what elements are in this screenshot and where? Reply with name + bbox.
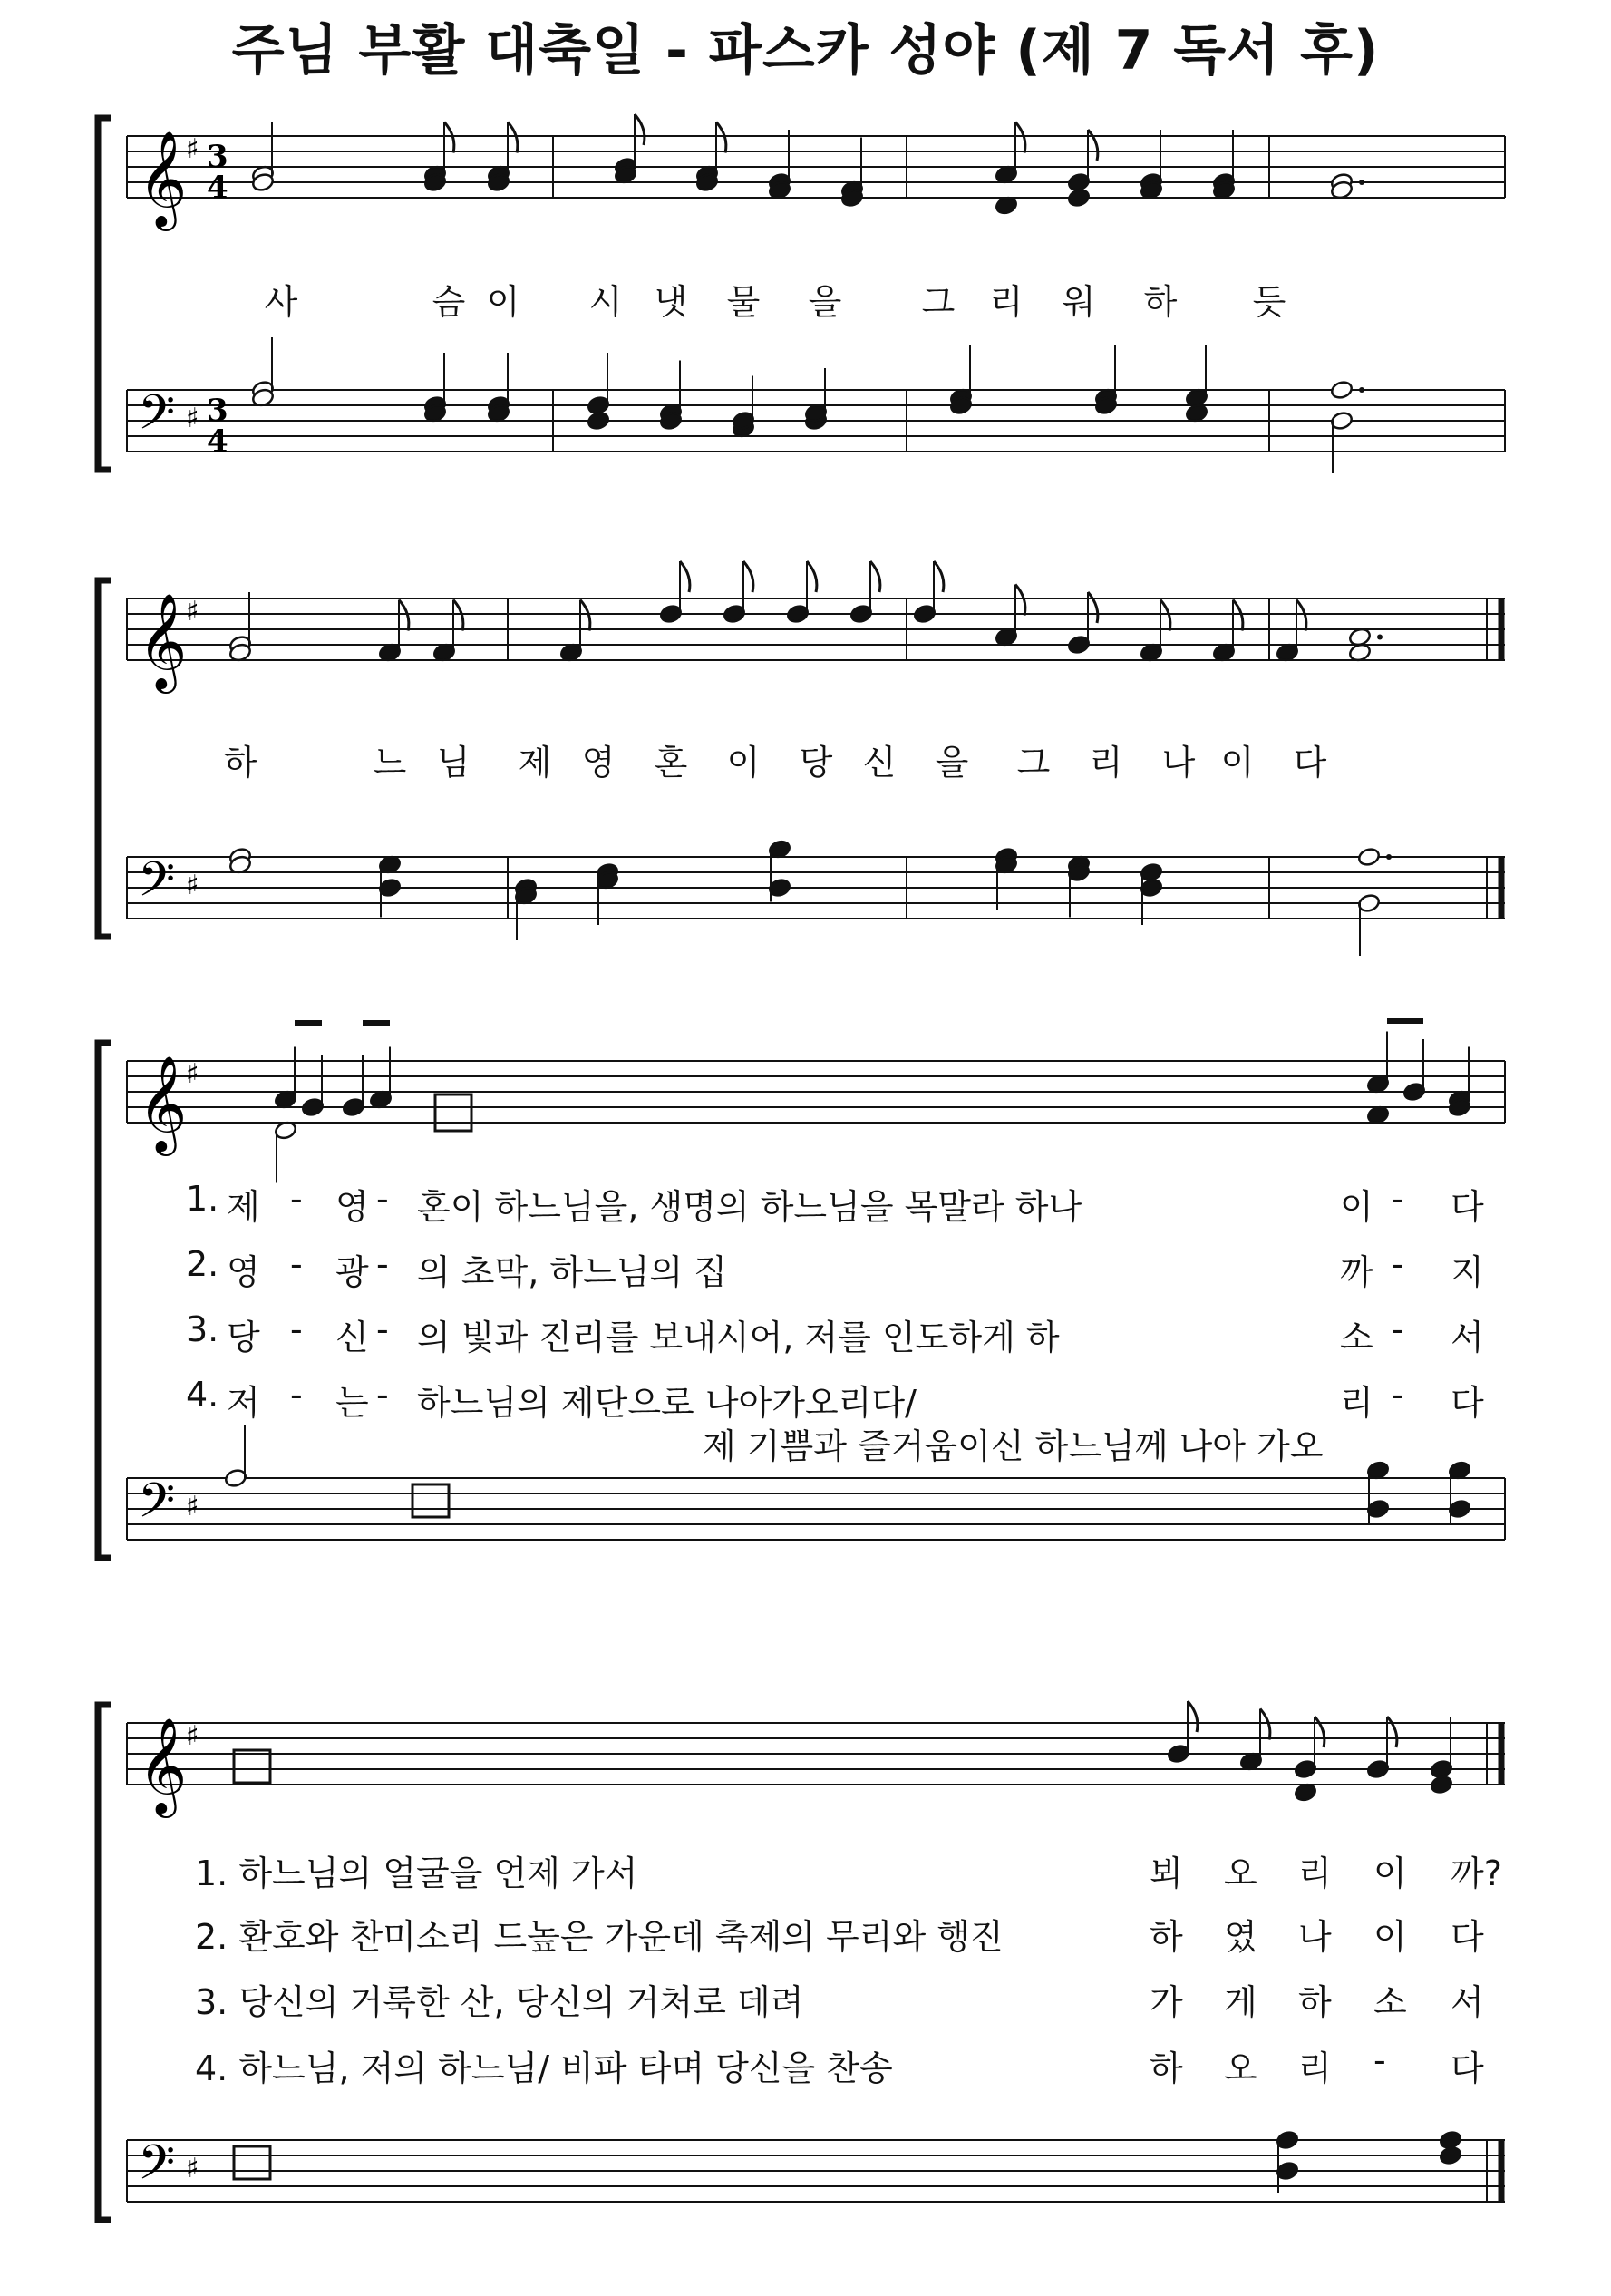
lyric-syllable: 그 xyxy=(921,282,956,322)
note-flag xyxy=(1015,122,1025,153)
note-head xyxy=(587,411,610,432)
verse-a-text: 하느님의 제단으로 나아가오리다/ xyxy=(417,1383,917,1423)
note-flag xyxy=(1260,1709,1270,1740)
key-signature-sharp: ♯ xyxy=(186,595,199,628)
key-signature-sharp: ♯ xyxy=(186,1057,199,1090)
treble-clef: 𝄞 xyxy=(138,592,188,689)
lyric-syllable: 이 xyxy=(1220,743,1255,783)
verse-a-num: 2. xyxy=(186,1244,219,1284)
verse-b-text: 2. 환호와 찬미소리 드높은 가운데 축제의 무리와 행진 xyxy=(195,1917,1004,1957)
lyric-syllable: 리 xyxy=(1089,743,1123,783)
music-system-4 xyxy=(91,1687,1523,2249)
note-flag xyxy=(743,561,753,592)
note-flag xyxy=(508,122,518,153)
verse-a-num: 3. xyxy=(186,1309,219,1349)
verse-b-text: 4. 하느님, 저의 하느님/ 비파 타며 당신을 찬송 xyxy=(195,2048,893,2088)
verse-b-ending-syllable: 하 xyxy=(1150,2048,1183,2088)
verse-a-s2: 는 xyxy=(335,1383,369,1423)
key-signature-sharp: ♯ xyxy=(186,1490,199,1523)
verse-b-ending-syllable: 서 xyxy=(1451,1982,1484,2022)
verse-a-d2: - xyxy=(376,1244,389,1284)
note-flag xyxy=(870,561,880,592)
verse-a-d1: - xyxy=(290,1375,303,1415)
note-flag xyxy=(1315,1717,1325,1747)
note-flag xyxy=(453,600,463,631)
breve-note xyxy=(234,2146,270,2179)
lyric-syllable: 냇 xyxy=(654,282,688,322)
verse-a-e1: 까 xyxy=(1340,1252,1373,1292)
lyric-syllable: 을 xyxy=(808,282,842,322)
note-head xyxy=(1439,2145,1462,2166)
verse-a-s1: 당 xyxy=(227,1318,260,1357)
lyric-syllable: 하 xyxy=(1143,282,1178,322)
lyric-syllable: 님 xyxy=(436,743,471,783)
bass-clef: 𝄢 xyxy=(138,1474,176,1541)
verse-b-text: 3. 당신의 거룩한 산, 당신의 거처로 데려 xyxy=(195,1982,804,2022)
lyric-syllable: 물 xyxy=(726,282,761,322)
verse-a-d2: - xyxy=(376,1309,389,1349)
lyric-syllable: 을 xyxy=(935,743,969,783)
time-signature-bottom: 4 xyxy=(207,170,228,206)
note-flag xyxy=(680,561,690,592)
lyric-syllable: 이 xyxy=(486,282,520,322)
breve-note xyxy=(435,1094,471,1131)
note-flag xyxy=(635,114,645,145)
breve-note xyxy=(234,1750,270,1783)
treble-clef: 𝄞 xyxy=(138,1055,188,1152)
note-dot xyxy=(1386,854,1392,860)
music-system-1 xyxy=(91,109,1523,508)
verse-b-ending-syllable: 리 xyxy=(1298,1853,1332,1893)
verse-b-ending-syllable: 이 xyxy=(1373,1853,1407,1893)
verse-b-text: 1. 하느님의 얼굴을 언제 가서 xyxy=(195,1853,638,1893)
bass-clef: 𝄢 xyxy=(138,852,176,919)
bass-clef: 𝄢 xyxy=(138,385,176,452)
verse-a-e1: 소 xyxy=(1340,1318,1373,1357)
time-signature-top: 3 xyxy=(207,393,228,429)
system-bracket xyxy=(98,580,111,937)
note-dot xyxy=(1377,635,1383,640)
staff-system-4 xyxy=(91,1687,1523,2249)
note-flag xyxy=(580,600,590,631)
verse-a-text-continued: 제 기쁨과 즐거움이신 하느님께 나아 가오 xyxy=(703,1426,1324,1466)
note-flag xyxy=(716,122,726,153)
note-head xyxy=(1067,188,1091,209)
verse-a-e1: 리 xyxy=(1340,1383,1373,1423)
verse-b-ending-syllable: 였 xyxy=(1224,1917,1257,1957)
verse-a-ed: - xyxy=(1392,1179,1404,1219)
verse-b-ending-syllable: - xyxy=(1373,2040,1386,2080)
key-signature-sharp: ♯ xyxy=(186,869,199,901)
verse-a-num: 4. xyxy=(186,1375,219,1415)
lyric-syllable: 사 xyxy=(264,282,298,322)
note-flag xyxy=(1387,1717,1397,1747)
key-signature-sharp: ♯ xyxy=(186,132,199,165)
breve-note xyxy=(412,1484,449,1517)
treble-clef: 𝄞 xyxy=(138,1717,188,1814)
verse-b-ending-syllable: 소 xyxy=(1373,1982,1407,2022)
key-signature-sharp: ♯ xyxy=(186,2152,199,2184)
lyric-syllable: 신 xyxy=(862,743,897,783)
system-bracket xyxy=(98,1043,111,1558)
verse-a-text: 의 초막, 하느님의 집 xyxy=(417,1252,727,1292)
note-flag xyxy=(807,561,817,592)
lyric-syllable: 그 xyxy=(1016,743,1051,783)
verse-b-ending-syllable: 하 xyxy=(1298,1982,1332,2022)
verse-a-d1: - xyxy=(290,1179,303,1219)
verse-a-e2: 다 xyxy=(1451,1187,1484,1227)
verse-a-text: 의 빛과 진리를 보내시어, 저를 인도하게 하 xyxy=(417,1318,1060,1357)
verse-b-ending-syllable: 뵈 xyxy=(1150,1853,1183,1893)
verse-a-d1: - xyxy=(290,1244,303,1284)
system-bracket xyxy=(98,118,111,470)
lyric-syllable: 하 xyxy=(223,743,257,783)
lyric-syllable: 나 xyxy=(1161,743,1196,783)
verse-a-d2: - xyxy=(376,1375,389,1415)
note-flag xyxy=(399,600,409,631)
verse-b-ending-syllable: 이 xyxy=(1373,1917,1407,1957)
verse-a-s2: 광 xyxy=(335,1252,369,1292)
verse-a-s1: 제 xyxy=(227,1187,260,1227)
verse-b-ending-syllable: 다 xyxy=(1451,1917,1484,1957)
note-flag xyxy=(444,122,454,153)
system-bracket xyxy=(98,1705,111,2220)
note-flag xyxy=(934,561,944,592)
verse-b-ending-syllable: 하 xyxy=(1150,1917,1183,1957)
note-flag xyxy=(1296,600,1306,631)
verse-a-ed: - xyxy=(1392,1244,1404,1284)
verse-a-d2: - xyxy=(376,1179,389,1219)
verse-a-e2: 서 xyxy=(1451,1318,1484,1357)
note-dot xyxy=(1359,180,1364,185)
verse-a-ed: - xyxy=(1392,1375,1404,1415)
verse-b-ending-syllable: 게 xyxy=(1224,1982,1257,2022)
lyric-syllable: 듯 xyxy=(1252,282,1286,322)
verse-a-s1: 저 xyxy=(227,1383,260,1423)
verse-b-ending-syllable: 나 xyxy=(1298,1917,1332,1957)
verse-b-ending-syllable: 리 xyxy=(1298,2048,1332,2088)
time-signature-bottom: 4 xyxy=(207,423,228,460)
verse-b-ending-syllable: 오 xyxy=(1224,1853,1257,1893)
note-head xyxy=(1430,1775,1453,1795)
verse-a-s1: 영 xyxy=(227,1252,260,1292)
bass-clef: 𝄢 xyxy=(138,2135,176,2203)
key-signature-sharp: ♯ xyxy=(186,402,199,434)
staff-system-1 xyxy=(91,109,1523,508)
verse-a-e1: 이 xyxy=(1340,1187,1373,1227)
verse-b-ending-syllable: 다 xyxy=(1451,2048,1484,2088)
lyric-syllable: 당 xyxy=(799,743,833,783)
lyric-syllable: 시 xyxy=(588,282,623,322)
verse-a-num: 1. xyxy=(186,1179,219,1219)
note-flag xyxy=(1088,130,1098,161)
verse-a-text: 혼이 하느님을, 생명의 하느님을 목말라 하나 xyxy=(417,1187,1082,1227)
treble-clef: 𝄞 xyxy=(138,130,188,227)
lyric-syllable: 워 xyxy=(1062,282,1096,322)
key-signature-sharp: ♯ xyxy=(186,1719,199,1752)
verse-a-ed: - xyxy=(1392,1309,1404,1349)
verse-b-ending-syllable: 까? xyxy=(1451,1853,1502,1893)
lyric-syllable: 영 xyxy=(581,743,616,783)
verse-a-s2: 신 xyxy=(335,1318,369,1357)
note-head xyxy=(1357,847,1381,868)
lyric-syllable: 이 xyxy=(726,743,761,783)
note-flag xyxy=(1160,600,1170,631)
verse-b-ending-syllable: 오 xyxy=(1224,2048,1257,2088)
note-head xyxy=(1330,380,1354,401)
note-flag xyxy=(1188,1701,1198,1732)
time-signature-top: 3 xyxy=(207,139,228,175)
verse-a-e2: 지 xyxy=(1451,1252,1484,1292)
hymn-title: 주님 부활 대축일 - 파스카 성야 (제 7 독서 후) xyxy=(231,19,1380,83)
verse-a-e2: 다 xyxy=(1451,1383,1484,1423)
lyric-syllable: 다 xyxy=(1293,743,1327,783)
lyric-syllable: 느 xyxy=(373,743,407,783)
music-system-2 xyxy=(91,571,1523,970)
verse-a-s2: 영 xyxy=(335,1187,369,1227)
note-dot xyxy=(1359,387,1364,393)
verse-b-ending-syllable: 가 xyxy=(1150,1982,1183,2022)
lyric-syllable: 리 xyxy=(989,282,1024,322)
note-flag xyxy=(1233,600,1243,631)
lyric-syllable: 혼 xyxy=(654,743,688,783)
verse-a-d1: - xyxy=(290,1309,303,1349)
lyric-syllable: 제 xyxy=(518,743,552,783)
lyric-syllable: 슴 xyxy=(432,282,466,322)
note-flag xyxy=(1088,592,1098,623)
note-flag xyxy=(1015,585,1025,616)
